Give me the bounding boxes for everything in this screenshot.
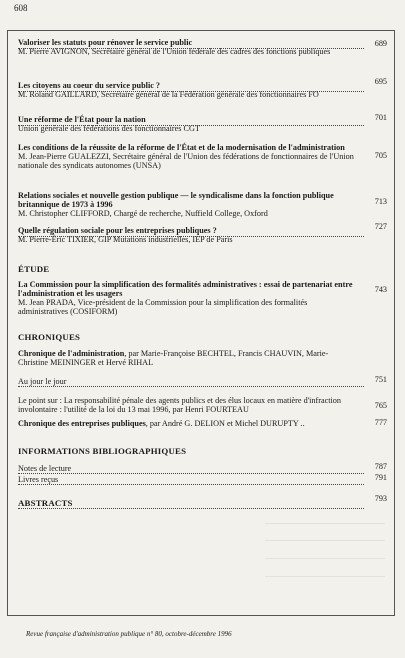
notes-de-lecture	[18, 464, 354, 473]
entry-title: La Commission pour la simplification des formalités administratives : essai de partenariat entre l'administration et les usagers	[18, 280, 353, 298]
entry-page: 695	[374, 77, 387, 86]
entry-title: Chronique de l'administration	[18, 349, 125, 358]
entry-title: Valoriser les statuts pour rénover le service public	[18, 38, 193, 47]
show-through	[265, 523, 385, 524]
entry-page: 689	[374, 39, 387, 48]
chronique-entreprises	[18, 419, 354, 428]
leader-dots	[18, 473, 364, 474]
entry-gualezzi	[18, 143, 354, 170]
section-heading-etude: ÉTUDE	[18, 264, 50, 274]
entry-avignon	[18, 38, 354, 56]
entry-title: Notes de lecture	[18, 464, 72, 473]
entry-author: M. Pierre AVIGNON, Secrétaire général de l'Union fédérale des cadres des fonctions publiques	[18, 47, 331, 56]
page-number: 608	[14, 3, 28, 13]
show-through	[265, 540, 385, 541]
section-heading-infos: INFORMATIONS BIBLIOGRAPHIQUES	[18, 446, 187, 456]
entry-title: Les conditions de la réussite de la réforme de l'État et de la modernisation de l'administration	[18, 143, 345, 152]
entry-page: 713	[374, 197, 387, 206]
entry-author: M. Jean-Pierre GUALEZZI, Secrétaire général de l'Union des fédérations de fonctionnaires de l'Union nationale des syndicats autonomes (UNSA)	[18, 152, 354, 170]
entry-page: 751	[374, 375, 387, 384]
entry-title: Une réforme de l'État pour la nation	[18, 115, 146, 124]
entry-author: M. Christopher CLIFFORD, Chargé de recherche, Nuffield College, Oxford	[18, 209, 268, 218]
show-through	[265, 558, 385, 559]
entry-title: Le point sur : La responsabilité pénale des agents publics et des élus locaux en matière d'infraction involontaire : l'utilité de la loi du 13 mai 1996, par Henri FOURTEAU	[18, 396, 341, 414]
footer-citation: Revue française d'administration publique n° 80, octobre-décembre 1996	[26, 630, 232, 638]
entry-title: Relations sociales et nouvelle gestion publique — le syndicalisme dans la fonction publique britannique de 1973 à 1996	[18, 191, 334, 209]
entry-author: Union générale des fédérations des fonctionnaires CGT	[18, 124, 200, 133]
entry-page: 791	[374, 473, 387, 482]
entry-title: Livres reçus	[18, 475, 59, 484]
entry-author: , par André G. DELION et Michel DURUPTY ..	[145, 419, 305, 428]
show-through	[265, 576, 385, 577]
leader-dots	[18, 125, 364, 126]
entry-title: Au jour le jour	[18, 377, 67, 386]
entry-author: M. Jean PRADA, Vice-président de la Commission pour la simplification des formalités administratives (COSIFORM)	[18, 298, 308, 316]
livres-recus	[18, 475, 354, 484]
entry-page: 727	[374, 222, 387, 231]
entry-author: M. Roland GAILLARD, Secrétaire général de la Fédération générale des fonctionnaires FO	[18, 90, 319, 99]
chronique-administration	[18, 349, 354, 367]
entry-author: , par Marie-Françoise BECHTEL, Francis CHAUVIN, Marie-Christine MEININGER et Hervé RIHAL	[18, 349, 329, 367]
leader-dots	[18, 508, 364, 509]
entry-clifford	[18, 191, 354, 218]
leader-dots	[18, 91, 364, 92]
leader-dots	[18, 386, 364, 387]
entry-page: 787	[374, 462, 387, 471]
leader-dots	[18, 236, 364, 237]
point-sur	[18, 396, 354, 414]
entry-page: 765	[374, 401, 387, 410]
entry-title: Les citoyens au coeur du service public ?	[18, 81, 160, 90]
entry-title: Quelle régulation sociale pour les entreprises publiques ?	[18, 226, 217, 235]
entry-page: 743	[374, 285, 387, 294]
entry-gaillard	[18, 81, 354, 99]
entry-cgt	[18, 115, 354, 133]
entry-prada	[18, 280, 354, 316]
entry-page: 777	[374, 418, 387, 427]
section-heading-chroniques: CHRONIQUES	[18, 332, 81, 342]
entry-page: 705	[374, 151, 387, 160]
entry-page: 793	[374, 494, 387, 503]
leader-dots	[18, 484, 364, 485]
section-heading-abstracts: ABSTRACTS	[18, 498, 73, 508]
entry-author: M. Pierre-Éric TIXIER, GIP Mutations industrielles, IEP de Paris	[18, 235, 233, 244]
leader-dots	[18, 48, 364, 49]
entry-page: 701	[374, 113, 387, 122]
entry-tixier	[18, 226, 354, 244]
entry-title: Chronique des entreprises publiques	[18, 419, 146, 428]
au-jour-le-jour	[18, 377, 354, 386]
